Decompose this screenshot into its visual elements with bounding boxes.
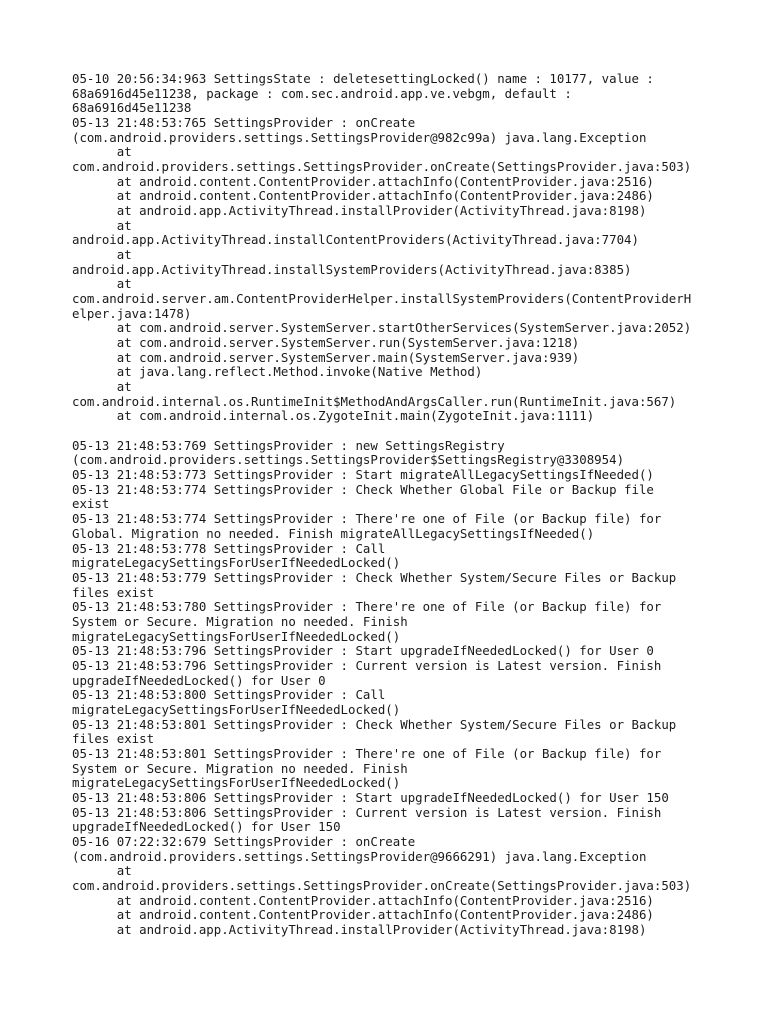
log-line: (com.android.providers.settings.SettingsProvider@9666291) java.lang.Exception xyxy=(72,848,647,864)
log-line: 05-13 21:48:53:801 SettingsProvider : There're one of File (or Backup file) for xyxy=(72,745,662,761)
log-line: at xyxy=(72,863,132,879)
log-line: migrateLegacySettingsForUserIfNeededLocked() xyxy=(72,628,401,644)
log-line: at xyxy=(72,276,132,292)
log-line: 68a6916d45e11238 xyxy=(72,100,192,116)
log-line: at com.android.server.SystemServer.run(SystemServer.java:1218) xyxy=(72,335,580,351)
log-line: elper.java:1478) xyxy=(72,305,192,321)
log-text-block xyxy=(72,72,712,938)
log-line: 05-13 21:48:53:778 SettingsProvider : Call xyxy=(72,540,386,556)
log-line: 05-13 21:48:53:806 SettingsProvider : Current version is Latest version. Finish xyxy=(72,804,662,820)
log-line: 05-16 07:22:32:679 SettingsProvider : onCreate xyxy=(72,833,416,849)
log-line: at xyxy=(72,247,132,263)
log-line: com.android.internal.os.RuntimeInit$MethodAndArgsCaller.run(RuntimeInit.java:567) xyxy=(72,393,677,409)
log-line: upgradeIfNeededLocked() for User 0 xyxy=(72,672,326,688)
blank-line xyxy=(72,424,712,439)
log-line: at java.lang.reflect.Method.invoke(Native Method) xyxy=(72,364,483,380)
log-line: com.android.providers.settings.SettingsProvider.onCreate(SettingsProvider.java:503) xyxy=(72,877,692,893)
log-line: android.app.ActivityThread.installSystemProviders(ActivityThread.java:8385) xyxy=(72,261,632,277)
log-line: at com.android.server.SystemServer.main(SystemServer.java:939) xyxy=(72,349,580,365)
log-line: at xyxy=(72,144,132,160)
log-line: at android.app.ActivityThread.installProvider(ActivityThread.java:8198) xyxy=(72,921,647,937)
log-line: com.android.server.am.ContentProviderHelper.installSystemProviders(ContentProviderH xyxy=(72,291,692,307)
log-line: 05-10 20:56:34:963 SettingsState : deletesettingLocked() name : 10177, value : xyxy=(72,71,654,86)
log-line: at com.android.internal.os.ZygoteInit.main(ZygoteInit.java:1111) xyxy=(72,408,595,424)
log-line: at xyxy=(72,379,132,395)
log-line: upgradeIfNeededLocked() for User 150 xyxy=(72,819,341,835)
log-line: com.android.providers.settings.SettingsProvider.onCreate(SettingsProvider.java:503) xyxy=(72,159,692,175)
log-line: 05-13 21:48:53:796 SettingsProvider : Start upgradeIfNeededLocked() for User 0 xyxy=(72,643,654,659)
log-line: 05-13 21:48:53:796 SettingsProvider : Current version is Latest version. Finish xyxy=(72,657,662,673)
log-line: 05-13 21:48:53:774 SettingsProvider : Check Whether Global File or Backup file xyxy=(72,481,654,497)
log-line: migrateLegacySettingsForUserIfNeededLocked() xyxy=(72,555,401,571)
log-line: at com.android.server.SystemServer.startOtherServices(SystemServer.java:2052) xyxy=(72,320,692,336)
log-line: 05-13 21:48:53:780 SettingsProvider : There're one of File (or Backup file) for xyxy=(72,599,662,615)
log-line: at android.content.ContentProvider.attachInfo(ContentProvider.java:2516) xyxy=(72,173,654,189)
log-line: 05-13 21:48:53:806 SettingsProvider : Start upgradeIfNeededLocked() for User 150 xyxy=(72,789,669,805)
log-line: 05-13 21:48:53:779 SettingsProvider : Check Whether System/Secure Files or Backup xyxy=(72,569,677,585)
log-line: at android.content.ContentProvider.attachInfo(ContentProvider.java:2486) xyxy=(72,907,654,923)
log-line: android.app.ActivityThread.installContentProviders(ActivityThread.java:7704) xyxy=(72,232,639,248)
log-line: files exist xyxy=(72,731,155,747)
log-line: 05-13 21:48:53:774 SettingsProvider : There're one of File (or Backup file) for xyxy=(72,511,662,527)
log-line: 05-13 21:48:53:765 SettingsProvider : onCreate xyxy=(72,115,416,131)
log-line: (com.android.providers.settings.SettingsProvider@982c99a) java.lang.Exception xyxy=(72,129,647,145)
log-line: 05-13 21:48:53:800 SettingsProvider : Call xyxy=(72,687,386,703)
log-line: 05-13 21:48:53:801 SettingsProvider : Check Whether System/Secure Files or Backup xyxy=(72,716,677,732)
log-line: 68a6916d45e11238, package : com.sec.android.app.ve.vebgm, default : xyxy=(72,85,572,101)
log-line: 05-13 21:48:53:769 SettingsProvider : new SettingsRegistry xyxy=(72,437,505,453)
log-line: System or Secure. Migration no needed. Finish xyxy=(72,613,408,629)
log-line: (com.android.providers.settings.SettingsProvider$SettingsRegistry@3308954) xyxy=(72,452,625,468)
log-line: at android.content.ContentProvider.attachInfo(ContentProvider.java:2486) xyxy=(72,188,654,204)
log-line: Global. Migration no needed. Finish migrateAllLegacySettingsIfNeeded() xyxy=(72,525,595,541)
log-line: migrateLegacySettingsForUserIfNeededLocked() xyxy=(72,775,401,791)
log-line: migrateLegacySettingsForUserIfNeededLocked() xyxy=(72,701,401,717)
log-line: exist xyxy=(72,496,110,512)
log-line: files exist xyxy=(72,584,155,600)
log-line: at android.content.ContentProvider.attachInfo(ContentProvider.java:2516) xyxy=(72,892,654,908)
log-line: at xyxy=(72,217,132,233)
log-line: System or Secure. Migration no needed. Finish xyxy=(72,760,408,776)
log-line: 05-13 21:48:53:773 SettingsProvider : Start migrateAllLegacySettingsIfNeeded() xyxy=(72,467,654,483)
log-line: at android.app.ActivityThread.installProvider(ActivityThread.java:8198) xyxy=(72,203,647,219)
